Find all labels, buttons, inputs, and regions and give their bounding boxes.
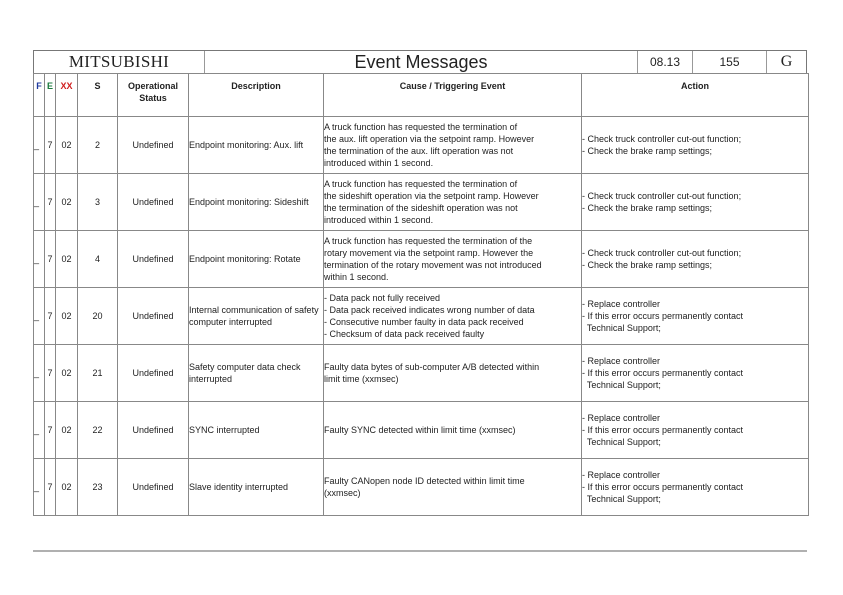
action-line: - If this error occurs permanently contact — [582, 482, 744, 492]
cell-xx: 02 — [56, 288, 78, 345]
cell-f: _ — [34, 231, 45, 288]
cause-line: within 1 second. — [324, 272, 389, 282]
action-line: - Replace controller — [582, 356, 661, 366]
table-row — [34, 231, 809, 288]
cell-action — [582, 231, 809, 288]
cell-operational-status: Undefined — [118, 231, 189, 288]
cause-line: - Data pack received indicates wrong number of data — [324, 305, 535, 315]
cause-line: the termination of the sideshift operation was not — [324, 203, 518, 213]
column-header-f: F — [34, 74, 45, 117]
cell-e: 7 — [45, 288, 56, 345]
cell-e: 7 — [45, 402, 56, 459]
cell-f: _ — [34, 459, 45, 516]
cell-operational-status: Undefined — [118, 117, 189, 174]
action-line: Technical Support; — [582, 323, 661, 333]
cell-action — [582, 117, 809, 174]
cause-line: - Data pack not fully received — [324, 293, 441, 303]
cell-operational-status: Undefined — [118, 402, 189, 459]
column-header-action: Action — [582, 74, 809, 117]
column-header-operational-status: Operational Status — [118, 74, 189, 117]
cell-cause — [324, 345, 582, 402]
cell-s: 2 — [78, 117, 118, 174]
table-row — [34, 459, 809, 516]
cause-line: the termination of the aux. lift operation was not — [324, 146, 514, 156]
event-messages-table — [33, 73, 809, 516]
cell-xx: 02 — [56, 402, 78, 459]
cell-f: _ — [34, 117, 45, 174]
cause-line: - Checksum of data pack received faulty — [324, 329, 485, 339]
cell-e: 7 — [45, 117, 56, 174]
cause-line: introduced within 1 second. — [324, 158, 434, 168]
cell-description: Internal communication of safety computer interrupted — [189, 288, 324, 345]
cell-cause — [324, 402, 582, 459]
cell-description: Endpoint monitoring: Aux. lift — [189, 117, 324, 174]
action-line: - Check the brake ramp settings; — [582, 203, 713, 213]
column-header-xx: XX — [56, 74, 78, 117]
cell-f: _ — [34, 402, 45, 459]
cell-s: 21 — [78, 345, 118, 402]
cause-line: A truck function has requested the termination of — [324, 122, 518, 132]
cell-action — [582, 345, 809, 402]
cell-s: 3 — [78, 174, 118, 231]
action-line: - Replace controller — [582, 470, 661, 480]
cell-description: Slave identity interrupted — [189, 459, 324, 516]
cause-line: limit time (xxmsec) — [324, 374, 399, 384]
cause-line: Faulty SYNC detected within limit time (xxmsec) — [324, 425, 516, 435]
table-row — [34, 117, 809, 174]
cell-action — [582, 402, 809, 459]
table-row — [34, 402, 809, 459]
document-header — [33, 50, 807, 74]
brand-logo-text: MITSUBISHI — [34, 51, 205, 73]
version-label: 08.13 — [638, 51, 693, 73]
cell-xx: 02 — [56, 117, 78, 174]
cell-xx: 02 — [56, 174, 78, 231]
table-row — [34, 174, 809, 231]
action-line: - Replace controller — [582, 299, 661, 309]
cell-e: 7 — [45, 174, 56, 231]
cell-s: 22 — [78, 402, 118, 459]
revision-label: G — [780, 53, 793, 70]
column-header-description: Description — [189, 74, 324, 117]
cell-f: _ — [34, 174, 45, 231]
cause-line: - Consecutive number faulty in data pack received — [324, 317, 524, 327]
table-row — [34, 288, 809, 345]
cell-xx: 02 — [56, 345, 78, 402]
cell-action — [582, 459, 809, 516]
cause-line: rotary movement via the setpoint ramp. However the — [324, 248, 534, 258]
cause-line: termination of the rotary movement was not introduced — [324, 260, 542, 270]
cell-action — [582, 288, 809, 345]
cell-e: 7 — [45, 231, 56, 288]
page-number: 155 — [693, 51, 767, 73]
column-header-e: E — [45, 74, 56, 117]
footer-divider — [33, 550, 807, 552]
cell-operational-status: Undefined — [118, 459, 189, 516]
column-header-cause: Cause / Triggering Event — [324, 74, 582, 117]
cause-line: the sideshift operation via the setpoint ramp. However — [324, 191, 539, 201]
cell-cause — [324, 117, 582, 174]
action-line: Technical Support; — [582, 380, 661, 390]
cell-description: SYNC interrupted — [189, 402, 324, 459]
cell-description: Endpoint monitoring: Sideshift — [189, 174, 324, 231]
action-line: - Check the brake ramp settings; — [582, 146, 713, 156]
cause-line: A truck function has requested the termination of the — [324, 236, 533, 246]
cell-cause — [324, 174, 582, 231]
cell-operational-status: Undefined — [118, 288, 189, 345]
cell-cause — [324, 288, 582, 345]
action-line: - Check truck controller cut-out function; — [582, 134, 742, 144]
action-line: - If this error occurs permanently contact — [582, 368, 744, 378]
cell-s: 20 — [78, 288, 118, 345]
cause-line: the aux. lift operation via the setpoint ramp. However — [324, 134, 535, 144]
action-line: Technical Support; — [582, 494, 661, 504]
cell-f: _ — [34, 288, 45, 345]
action-line: - Replace controller — [582, 413, 661, 423]
cell-xx: 02 — [56, 231, 78, 288]
cell-e: 7 — [45, 459, 56, 516]
cell-xx: 02 — [56, 459, 78, 516]
cell-description: Safety computer data check interrupted — [189, 345, 324, 402]
cell-s: 23 — [78, 459, 118, 516]
cell-s: 4 — [78, 231, 118, 288]
cause-line: Faulty CANopen node ID detected within limit time — [324, 476, 525, 486]
cell-cause — [324, 459, 582, 516]
action-line: - If this error occurs permanently contact — [582, 425, 744, 435]
cause-line: introduced within 1 second. — [324, 215, 434, 225]
cell-action — [582, 174, 809, 231]
action-line: - Check truck controller cut-out function; — [582, 248, 742, 258]
cell-description: Endpoint monitoring: Rotate — [189, 231, 324, 288]
column-header-s: S — [78, 74, 118, 117]
cell-e: 7 — [45, 345, 56, 402]
cause-line: Faulty data bytes of sub-computer A/B detected within — [324, 362, 540, 372]
cause-line: A truck function has requested the termination of — [324, 179, 518, 189]
table-row — [34, 345, 809, 402]
action-line: - Check truck controller cut-out function; — [582, 191, 742, 201]
cell-operational-status: Undefined — [118, 345, 189, 402]
cause-line: (xxmsec) — [324, 488, 361, 498]
cell-f: _ — [34, 345, 45, 402]
cell-operational-status: Undefined — [118, 174, 189, 231]
table-header-row — [34, 74, 809, 117]
action-line: - If this error occurs permanently contact — [582, 311, 744, 321]
action-line: - Check the brake ramp settings; — [582, 260, 713, 270]
cell-cause — [324, 231, 582, 288]
page-title: Event Messages — [205, 51, 638, 73]
action-line: Technical Support; — [582, 437, 661, 447]
